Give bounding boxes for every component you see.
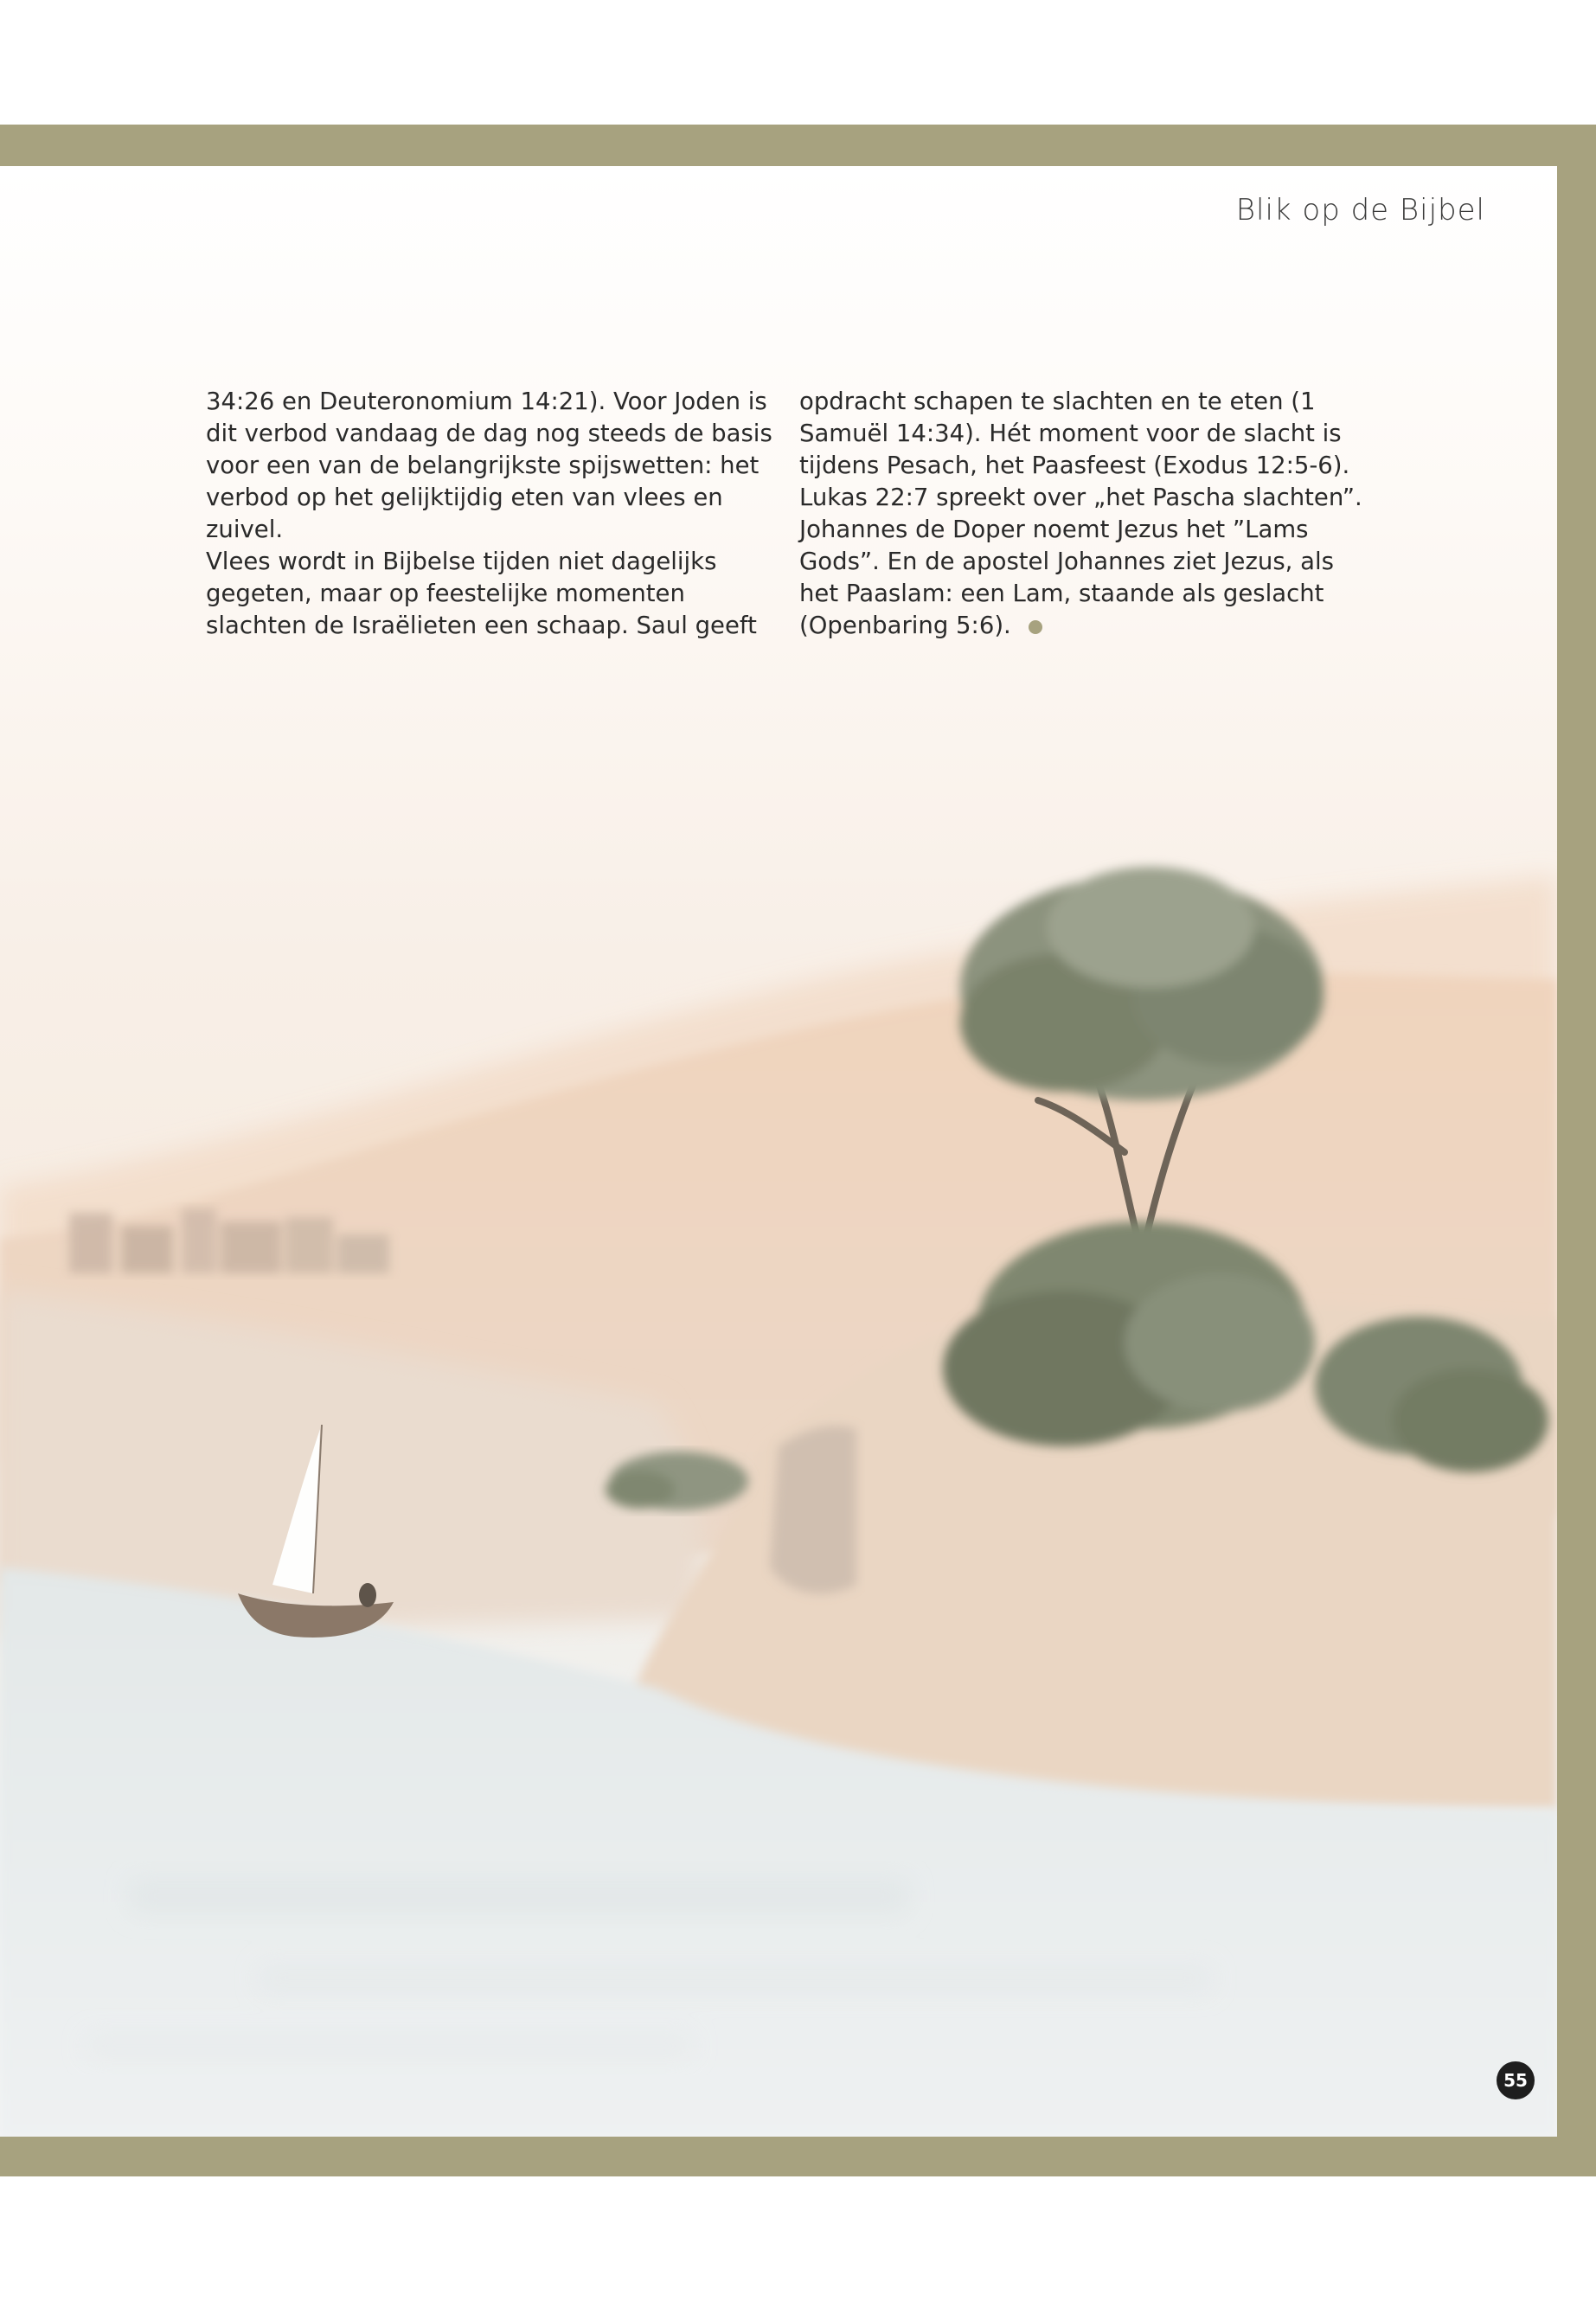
body-paragraph [799,386,1370,642]
body-paragraph-text: opdracht schapen te slachten en te eten (1 Samuël 14:34). Hét moment voor de slacht is tijdens Pesach, het Paasfeest (Exodus 12:5-6). Lukas 22:7 spreekt over „het Pascha slachten”. Johannes de Doper noemt Jezus het ”Lams Gods”. En de apostel Johannes ziet Jezus, als het Paaslam: een Lam, staande als geslacht (Openbaring 5:6). [799,388,1362,639]
article-column-left [206,386,777,642]
frame-top-border [0,125,1596,166]
page-number-badge: 55 [1497,2061,1535,2099]
frame-bottom-border [0,2137,1596,2176]
article-end-dot-icon [1029,620,1042,634]
article-column-right [799,386,1370,642]
promontory-shadow [770,1426,856,1593]
body-paragraph: Vlees wordt in Bijbelse tijden niet dagelijks gegeten, maar op feestelijke momenten slachten de Israëlieten een schaap. Saul geeft [206,548,757,639]
frame-right-border [1557,125,1596,2176]
section-title: Blik op de Bijbel [1235,193,1485,228]
body-paragraph: 34:26 en Deuteronomium 14:21). Voor Joden is dit verbod vandaag de dag nog steeds de basis voor een van de belangrijkste spijswetten: het verbod op het gelijktijdig eten van vlees en zuivel. [206,388,772,543]
